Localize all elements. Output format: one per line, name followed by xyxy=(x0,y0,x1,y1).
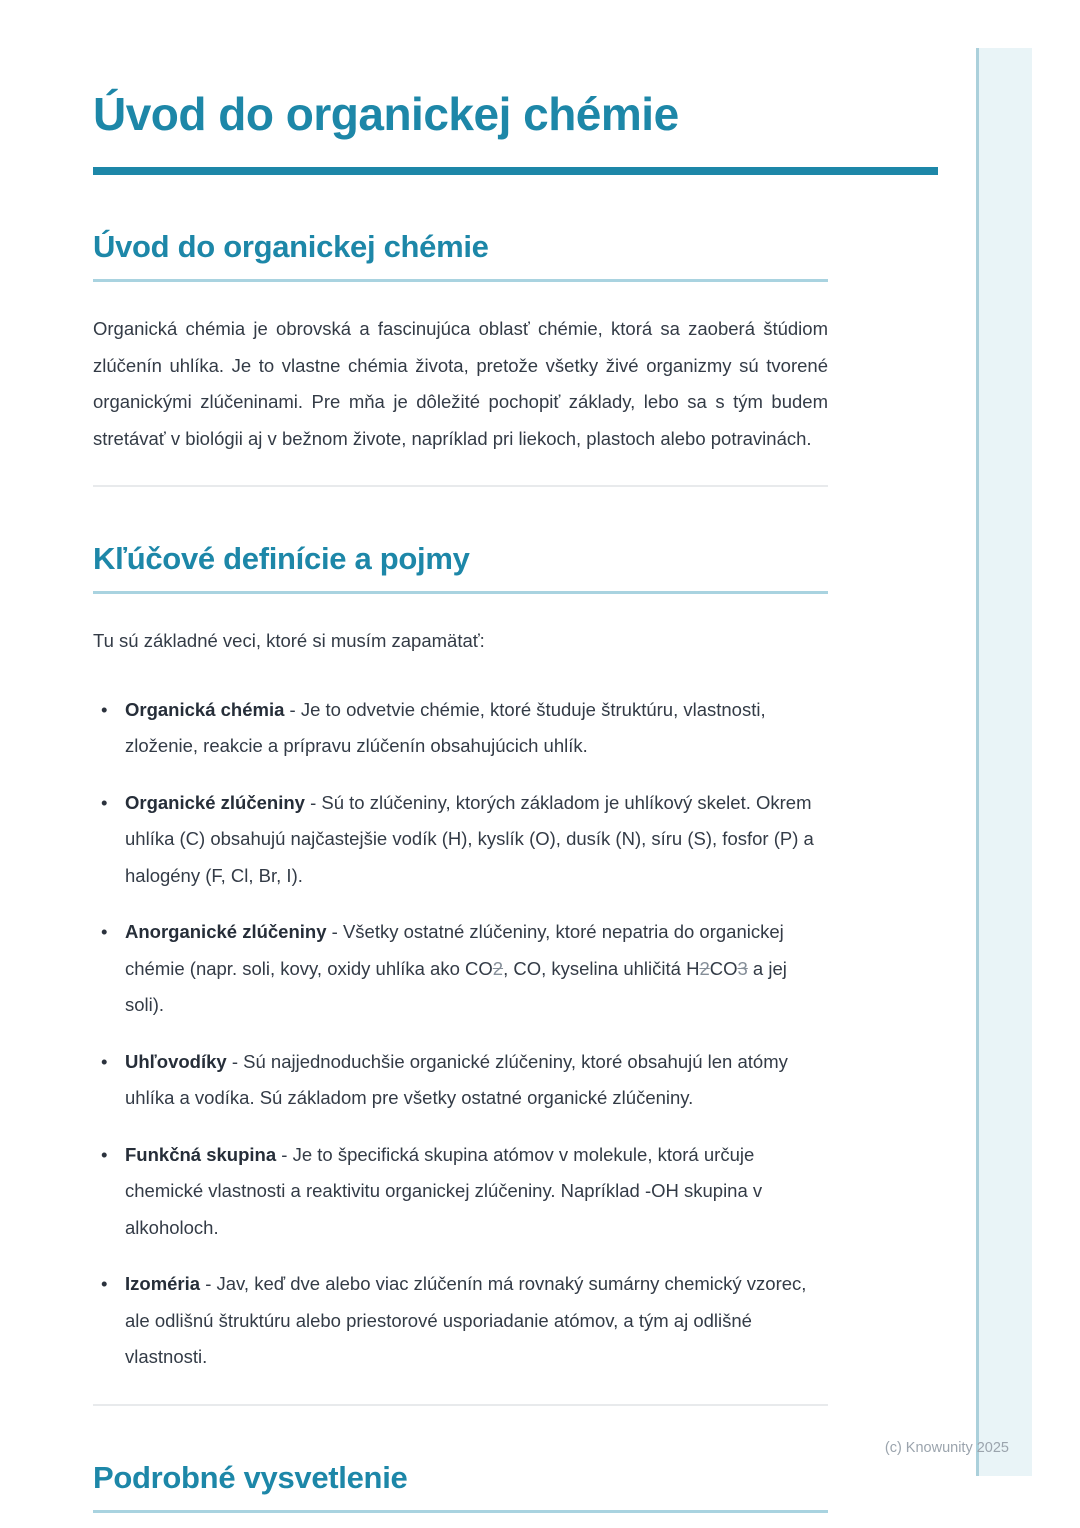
bullet-text: - Všetky ostatné zlúčeniny, ktoré nepatria do organickej chémie (napr. soli, kovy, oxidy uhlíka ako CO xyxy=(125,921,784,979)
intro-paragraph: Organická chémia je obrovská a fascinujúca oblasť chémie, ktorá sa zaoberá štúdiom zlúčenín uhlíka. Je to vlastne chémia života, pretože všetky živé organizmy sú tvorené organickými zlúčeninami. Pre mňa je dôležité pochopiť základy, lebo sa s tým budem stretávať v biológii aj v bežnom živote, napríklad pri liekoch, plastoch alebo potravinách. xyxy=(93,318,828,449)
section-heading-uvod: Úvod do organickej chémie xyxy=(93,228,489,264)
bullet-icon: • xyxy=(101,791,108,813)
bullet-icon: • xyxy=(101,698,108,720)
bullet-text: , CO, kyselina uhličitá H xyxy=(503,957,700,979)
bullet-icon: • xyxy=(101,1143,108,1165)
bullet-icon: • xyxy=(101,1273,108,1295)
bullet-icon: • xyxy=(101,1050,108,1072)
struck-subscript: 3 xyxy=(737,957,748,979)
bullet-text: - Sú to zlúčeniny, ktorých základom je uhlíkový skelet. Okrem uhlíka (C) obsahujú najčastejšie vodík (H), kyslík (O), dusík (N), síru (S), fosfor (P) a halogény (F, Cl, Br, I). xyxy=(125,791,814,886)
definitions-intro: Tu sú základné veci, ktoré si musím zapamätať: xyxy=(93,630,485,652)
bullet-term: Organická chémia xyxy=(125,698,285,720)
section-underline-rule xyxy=(93,279,828,282)
list-item xyxy=(93,692,828,765)
list-item xyxy=(93,914,828,1024)
struck-subscript: 2 xyxy=(492,957,504,979)
bullet-text: - Je to odvetvie chémie, ktoré študuje štruktúru, vlastnosti, zloženie, reakcie a prípravu zlúčenín obsahujúcich uhlík. xyxy=(125,698,766,757)
section-underline-rule xyxy=(93,1510,828,1513)
section-divider xyxy=(93,485,828,487)
page-title: Úvod do organickej chémie xyxy=(93,88,679,140)
bullet-text: CO xyxy=(709,957,738,979)
section-divider xyxy=(93,1404,828,1406)
bullet-term: Anorganické zlúčeniny xyxy=(125,921,327,943)
struck-subscript: 2 xyxy=(699,957,710,979)
bullet-text: - Je to špecifická skupina atómov v molekule, ktorá určuje chemické vlastnosti a reaktivitu organickej zlúčeniny. Napríklad -OH skupina v alkoholoch. xyxy=(125,1143,763,1238)
bullet-text: - Sú najjednoduchšie organické zlúčeniny, ktoré obsahujú len atómy uhlíka a vodíka. Sú základom pre všetky ostatné organické zlúčeniny. xyxy=(125,1050,788,1109)
definition-list xyxy=(93,692,828,1376)
list-item xyxy=(93,1044,828,1117)
bullet-text: - Jav, keď dve alebo viac zlúčenín má rovnaký sumárny chemický vzorec, ale odlišnú štruktúru alebo priestorové usporiadanie atómov, a tým aj odlišné vlastnosti. xyxy=(125,1273,807,1368)
list-item xyxy=(93,785,828,895)
title-underline-rule xyxy=(93,167,938,175)
bullet-text: a jej soli). xyxy=(125,957,787,1016)
section-underline-rule xyxy=(93,591,828,594)
section-heading-definicie: Kľúčové definície a pojmy xyxy=(93,541,470,577)
bullet-icon: • xyxy=(101,921,108,943)
bullet-term: Funkčná skupina xyxy=(125,1143,277,1165)
list-item xyxy=(93,1266,828,1376)
footer-copyright: (c) Knowunity 2025 xyxy=(884,1440,1009,1456)
bullet-term: Izoméria xyxy=(125,1273,201,1295)
section-heading-podrobne: Podrobné vysvetlenie xyxy=(93,1459,408,1495)
bullet-term: Organické zlúčeniny xyxy=(125,791,305,813)
bullet-term: Uhľovodíky xyxy=(125,1050,227,1072)
decorative-side-stripe xyxy=(976,48,1032,1476)
document-content xyxy=(93,0,938,1513)
list-item xyxy=(93,1137,828,1247)
